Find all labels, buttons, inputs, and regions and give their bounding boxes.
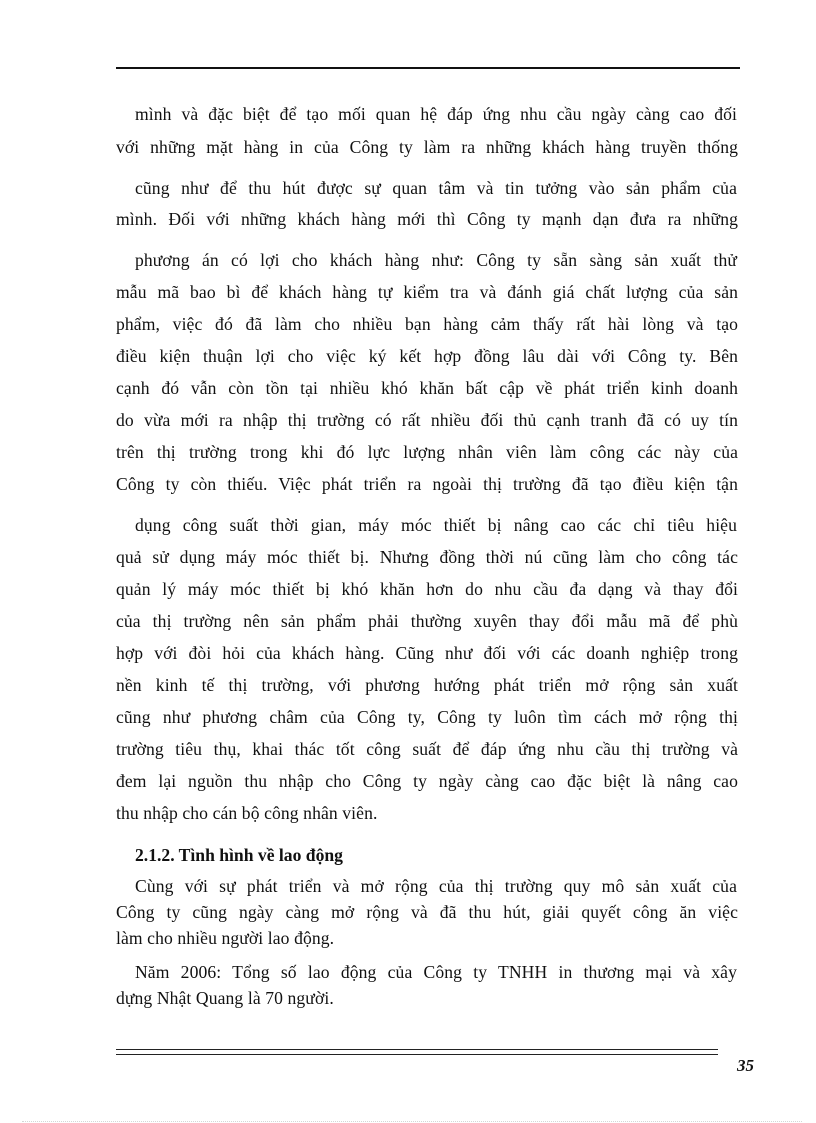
text-line: mình. Đối với những khách hàng mới thì Công ty mạnh dạn đưa ra những [116, 209, 738, 229]
text-line: mẫu mã bao bì để khách hàng tự kiểm tra và đánh giá chất lượng của sản [116, 282, 738, 302]
text-line: hợp với đòi hỏi của khách hàng. Cũng như đối với các doanh nghiệp trong [116, 643, 738, 663]
text-line: dụng công suất thời gian, máy móc thiết bị nâng cao các chỉ tiêu hiệu [135, 515, 737, 535]
text-line: trường tiêu thụ, khai thác tốt công suất để đáp ứng nhu cầu thị trường và [116, 739, 738, 759]
text-line: đem lại nguồn thu nhập cho Công ty ngày càng cao đặc biệt là nâng cao [116, 771, 738, 791]
text-line: trên thị trường trong khi đó lực lượng nhân viên làm công các này của [116, 442, 738, 462]
text-line: làm cho nhiều người lao động. [116, 928, 335, 948]
text-line: quả sử dụng máy móc thiết bị. Nhưng đồng thời nú cũng làm cho công tác [116, 547, 738, 567]
text-line: mình và đặc biệt để tạo mối quan hệ đáp ứng nhu cầu ngày càng cao đối [135, 104, 737, 124]
page-number: 35 [737, 1056, 754, 1075]
text-line: với những mặt hàng in của Công ty làm ra những khách hàng truyền thống [116, 137, 738, 157]
text-line: cũng như phương châm của Công ty, Công ty luôn tìm cách mở rộng thị [116, 707, 738, 727]
text-line: nền kinh tế thị trường, với phương hướng phát triển mở rộng sản xuất [116, 675, 738, 695]
page-edge-divider [22, 1121, 802, 1122]
text-line: phẩm, việc đó đã làm cho nhiều bạn hàng cảm thấy rất hài lòng và tạo [116, 314, 738, 334]
text-line: thu nhập cho cán bộ công nhân viên. [116, 803, 378, 823]
text-line: điều kiện thuận lợi cho việc ký kết hợp đồng lâu dài với Công ty. Bên [116, 346, 738, 366]
text-line: Công ty còn thiếu. Việc phát triển ra ngoài thị trường đã tạo điều kiện tận [116, 474, 738, 494]
text-line: của thị trường nên sản phẩm phải thường xuyên thay đổi mẫu mã để phù [116, 611, 738, 631]
text-line: do vừa mới ra nhập thị trường có rất nhiều đối thủ cạnh tranh đã có uy tín [116, 410, 738, 430]
text-line: Công ty cũng ngày càng mở rộng và đã thu hút, giải quyết công ăn việc [116, 902, 738, 922]
header-rule [116, 67, 740, 69]
text-line: cũng như để thu hút được sự quan tâm và tin tưởng vào sản phẩm của [135, 178, 737, 198]
text-line: Cùng với sự phát triển và mở rộng của thị trường quy mô sản xuất của [135, 876, 737, 896]
text-line: cạnh đó vẫn còn tồn tại nhiều khó khăn bất cập về phát triển kinh doanh [116, 378, 738, 398]
footer-rule [116, 1049, 718, 1055]
text-line: phương án có lợi cho khách hàng như: Công ty sẵn sàng sản xuất thử [135, 250, 737, 270]
section-heading: 2.1.2. Tình hình về lao động [135, 845, 343, 865]
text-line: quản lý máy móc thiết bị khó khăn hơn do nhu cầu đa dạng và thay đổi [116, 579, 738, 599]
text-line: Năm 2006: Tổng số lao động của Công ty TNHH in thương mại và xây [135, 962, 737, 982]
text-line: dựng Nhật Quang là 70 người. [116, 988, 334, 1008]
